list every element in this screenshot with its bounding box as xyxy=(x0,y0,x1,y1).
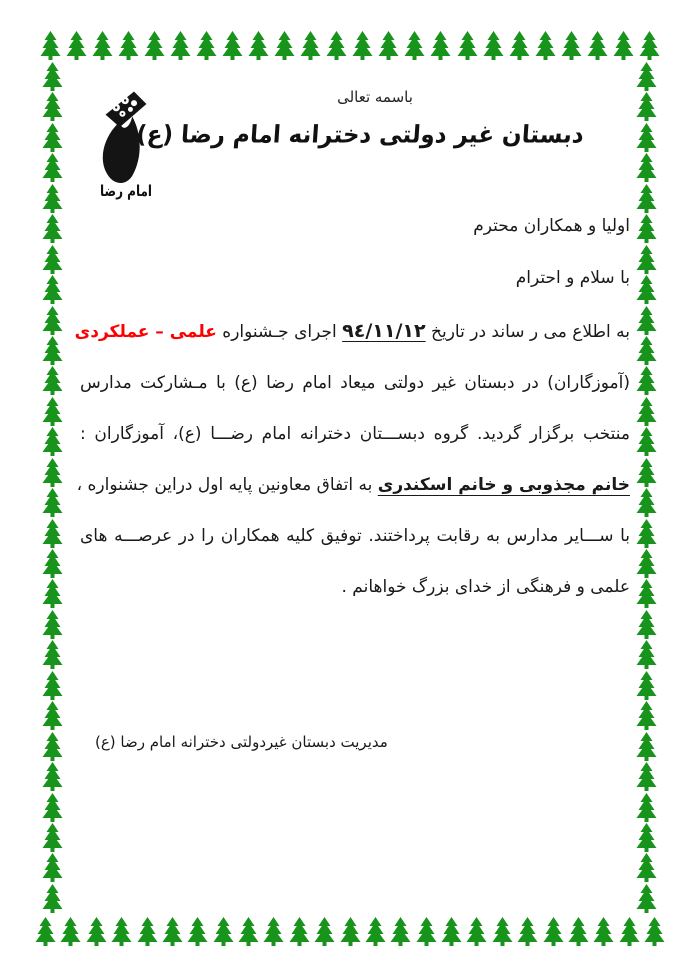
pine-tree-icon xyxy=(634,274,659,304)
pine-tree-icon xyxy=(160,916,185,946)
pine-tree-icon xyxy=(634,639,659,669)
pine-tree-icon xyxy=(414,916,439,946)
pine-tree-icon xyxy=(634,578,659,608)
pine-tree-icon xyxy=(634,852,659,882)
pine-tree-icon xyxy=(634,396,659,426)
pine-tree-icon xyxy=(40,548,65,578)
pine-tree-icon xyxy=(490,916,515,946)
pine-tree-icon xyxy=(634,822,659,852)
signature-line: مدیریت دبستان غیردولتی دخترانه امام رضا (ع) xyxy=(95,733,388,751)
pine-tree-icon xyxy=(507,30,532,60)
pine-tree-icon xyxy=(236,916,261,946)
pine-tree-icon xyxy=(634,426,659,456)
pine-tree-icon xyxy=(246,30,271,60)
body-line-1 xyxy=(74,306,630,358)
pine-tree-icon xyxy=(634,305,659,335)
school-title: دبستان غیر دولتی دخترانه امام رضا (ع) xyxy=(135,121,585,149)
pine-tree-icon xyxy=(220,30,245,60)
pine-tree-icon xyxy=(109,916,134,946)
pine-tree-icon xyxy=(40,152,65,182)
pine-tree-icon xyxy=(634,244,659,274)
pine-tree-icon xyxy=(312,916,337,946)
pine-tree-icon xyxy=(40,852,65,882)
pine-tree-icon xyxy=(376,30,401,60)
salutation-greeting: با سلام و احترام xyxy=(515,268,630,288)
bismillah-text: باسمه تعالی xyxy=(337,88,413,106)
pine-tree-icon xyxy=(38,30,63,60)
pine-tree-icon xyxy=(533,30,558,60)
pine-tree-icon xyxy=(64,30,89,60)
pine-tree-icon xyxy=(40,426,65,456)
pine-tree-icon xyxy=(90,30,115,60)
pine-tree-icon xyxy=(617,916,642,946)
pine-tree-icon xyxy=(40,365,65,395)
salutation-addressee: اولیا و همکاران محترم xyxy=(473,216,630,236)
pine-tree-icon xyxy=(40,518,65,548)
pine-tree-icon xyxy=(634,122,659,152)
pine-tree-icon xyxy=(634,883,659,913)
tree-border-left xyxy=(40,61,66,913)
pine-tree-icon xyxy=(634,761,659,791)
pine-tree-icon xyxy=(591,916,616,946)
pine-tree-icon xyxy=(464,916,489,946)
pine-tree-icon xyxy=(135,916,160,946)
pine-tree-icon xyxy=(261,916,286,946)
body-line-4-rest: به اتفاق معاونین پایه اول دراین جشنواره ، xyxy=(76,475,373,495)
pine-tree-icon xyxy=(40,457,65,487)
body-line-3: منتخب برگزار گردید. گروه دبســـتان دخترانه امام رضـــا (ع)، آموزگاران : xyxy=(80,424,630,444)
pine-tree-icon xyxy=(634,457,659,487)
pine-tree-icon xyxy=(634,670,659,700)
pine-tree-icon xyxy=(40,274,65,304)
pine-tree-icon xyxy=(455,30,480,60)
pine-tree-icon xyxy=(40,91,65,121)
body-line-1-pre: به اطلاع می ر ساند در تاریخ xyxy=(431,322,630,342)
pine-tree-icon xyxy=(541,916,566,946)
pine-tree-icon xyxy=(40,761,65,791)
tree-border-bottom xyxy=(33,916,667,946)
pine-tree-icon xyxy=(428,30,453,60)
pine-tree-icon xyxy=(40,396,65,426)
pine-tree-icon xyxy=(439,916,464,946)
pine-tree-icon xyxy=(611,30,636,60)
pine-tree-icon xyxy=(559,30,584,60)
pine-tree-icon xyxy=(515,916,540,946)
pine-tree-icon xyxy=(634,700,659,730)
pine-tree-icon xyxy=(33,916,58,946)
pine-tree-icon xyxy=(185,916,210,946)
pine-tree-icon xyxy=(634,792,659,822)
pine-tree-icon xyxy=(350,30,375,60)
body-line-1-mid: اجرای جـشنواره xyxy=(222,322,337,342)
tree-border-right xyxy=(634,61,660,913)
pine-tree-icon xyxy=(272,30,297,60)
pine-tree-icon xyxy=(40,335,65,365)
pine-tree-icon xyxy=(40,731,65,761)
pine-tree-icon xyxy=(40,822,65,852)
pine-tree-icon xyxy=(40,244,65,274)
pine-tree-icon xyxy=(194,30,219,60)
pine-tree-icon xyxy=(58,916,83,946)
pine-tree-icon xyxy=(634,731,659,761)
pine-tree-icon xyxy=(40,700,65,730)
pine-tree-icon xyxy=(634,365,659,395)
pine-tree-icon xyxy=(40,305,65,335)
pine-tree-icon xyxy=(402,30,427,60)
pine-tree-icon xyxy=(142,30,167,60)
pine-tree-icon xyxy=(324,30,349,60)
pine-tree-icon xyxy=(168,30,193,60)
pine-tree-icon xyxy=(388,916,413,946)
body-line-6: علمی و فرهنگی از خدای بزرگ خواهانم . xyxy=(341,577,630,597)
pine-tree-icon xyxy=(338,916,363,946)
body-line-2: (آموزگاران) در دبستان غیر دولتی میعاد امام رضا (ع) با مـشارکت مدارس xyxy=(80,373,630,393)
pine-tree-icon xyxy=(634,487,659,517)
pine-tree-icon xyxy=(585,30,610,60)
pine-tree-icon xyxy=(637,30,662,60)
pine-tree-icon xyxy=(634,152,659,182)
pine-tree-icon xyxy=(40,122,65,152)
pine-tree-icon xyxy=(84,916,109,946)
body-line-4 xyxy=(76,460,630,511)
pine-tree-icon xyxy=(634,335,659,365)
pine-tree-icon xyxy=(642,916,667,946)
pine-tree-icon xyxy=(40,883,65,913)
pine-tree-icon xyxy=(634,91,659,121)
festival-name-highlight: علمی – عملکردی xyxy=(74,322,217,342)
tree-border-top xyxy=(38,30,662,60)
pine-tree-icon xyxy=(40,670,65,700)
letter-body xyxy=(74,306,630,613)
pine-tree-icon xyxy=(481,30,506,60)
pine-tree-icon xyxy=(116,30,141,60)
pine-tree-icon xyxy=(40,213,65,243)
teacher-names: خانم مجذوبی و خانم اسکندری xyxy=(377,475,630,495)
pine-tree-icon xyxy=(40,578,65,608)
pine-tree-icon xyxy=(634,61,659,91)
festival-date: ٩٤/١١/١٢ xyxy=(342,320,426,342)
pine-tree-icon xyxy=(566,916,591,946)
pine-tree-icon xyxy=(40,61,65,91)
pine-tree-icon xyxy=(634,548,659,578)
pine-tree-icon xyxy=(298,30,323,60)
pine-tree-icon xyxy=(634,609,659,639)
logo-calligraphy-text: امام رضا xyxy=(99,182,153,200)
pine-tree-icon xyxy=(287,916,312,946)
pine-tree-icon xyxy=(40,639,65,669)
pine-tree-icon xyxy=(40,792,65,822)
pine-tree-icon xyxy=(634,183,659,213)
pine-tree-icon xyxy=(211,916,236,946)
pine-tree-icon xyxy=(40,183,65,213)
pine-tree-icon xyxy=(634,518,659,548)
pine-tree-icon xyxy=(40,487,65,517)
pine-tree-icon xyxy=(40,609,65,639)
body-line-5: با ســـایر مدارس به رقابت پرداختند. توفیق کلیه همکاران را در عرصـــه های xyxy=(80,526,630,546)
pine-tree-icon xyxy=(363,916,388,946)
pine-tree-icon xyxy=(634,213,659,243)
